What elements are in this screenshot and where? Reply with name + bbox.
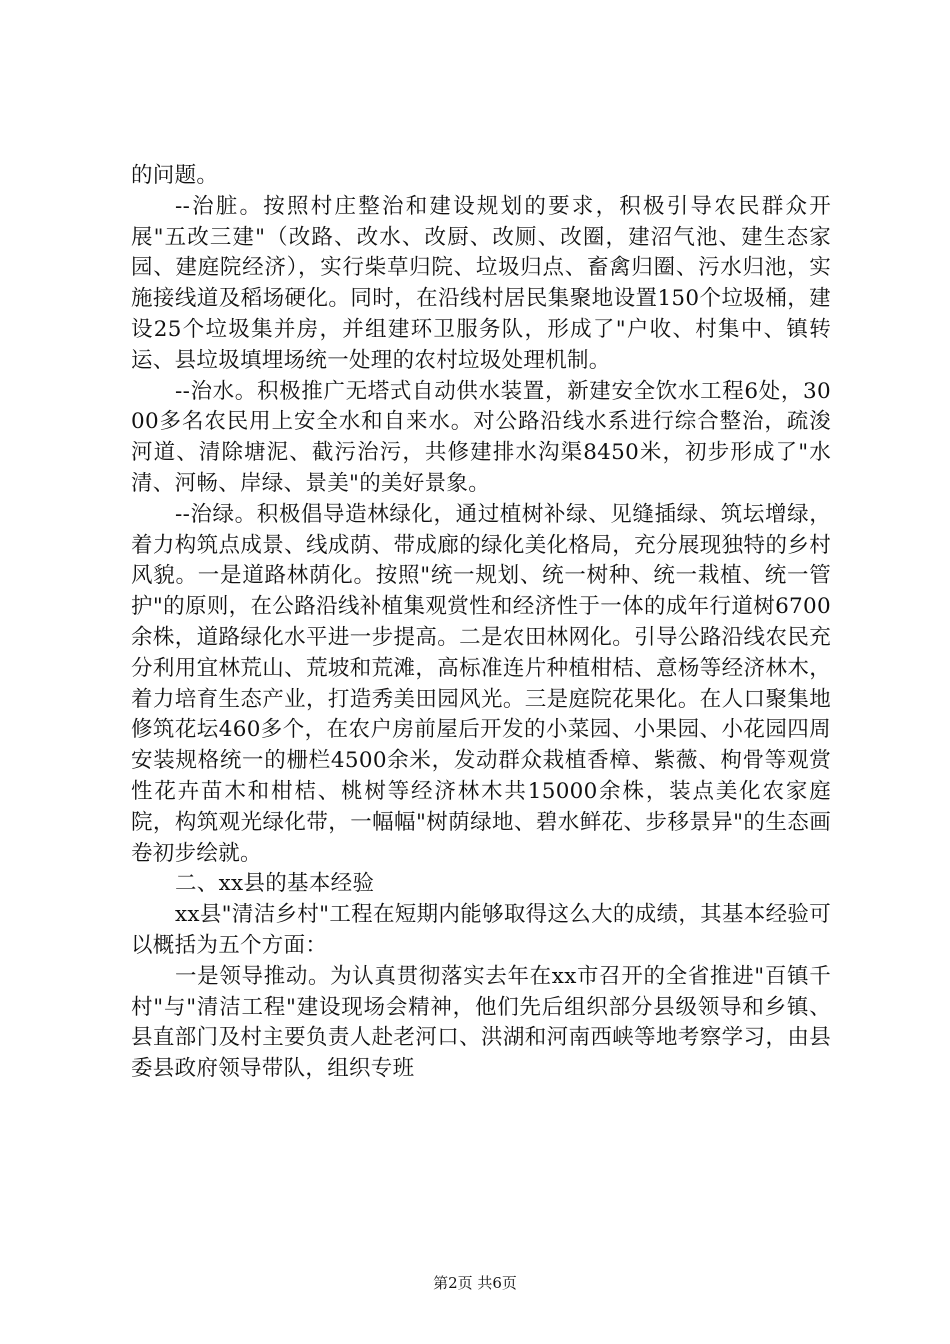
page-number-footer: 第2页 共6页 <box>433 1274 517 1292</box>
document-body <box>131 161 831 1085</box>
paragraph-6: xx县"清洁乡村"工程在短期内能够取得这么大的成绩，其基本经验可以概括为五个方面： <box>131 902 831 958</box>
section-heading: 二、xx县的基本经验 <box>175 871 375 897</box>
paragraph-7: 一是领导推动。为认真贯彻落实去年在xx市召开的全省推进"百镇千村"与"清洁工程"建设现场会精神，他们先后组织部分县级领导和乡镇、县直部门及村主要负责人赴老河口、洪湖和河南西峡等地考察学习，由县委县政府领导带队，组织专班 <box>131 963 831 1082</box>
paragraph-2: --治脏。按照村庄整治和建设规划的要求，积极引导农民群众开展"五改三建"（改路、改水、改厨、改厕、改圈，建沼气池、建生态家园、建庭院经济），实行柴草归院、垃圾归点、畜禽归圈、污水归池，实施接线道及稻场硬化。同时，在沿线村居民集聚地设置150个垃圾桶，建设25个垃圾集并房，并组建环卫服务队，形成了"户收、村集中、镇转运、县垃圾填埋场统一处理的农村垃圾处理机制。 <box>131 193 831 373</box>
paragraph-1: 的问题。 <box>131 163 219 188</box>
paragraph-3: --治水。积极推广无塔式自动供水装置，新建安全饮水工程6处，3000多名农民用上安全水和自来水。对公路沿线水系进行综合整治，疏浚河道、清除塘泥、截污治污，共修建排水沟渠8450米，初步形成了"水清、河畅、岸绿、景美"的美好景象。 <box>131 378 831 496</box>
paragraph-4: --治绿。积极倡导造林绿化，通过植树补绿、见缝插绿、筑坛增绿，着力构筑点成景、线成荫、带成廊的绿化美化格局，充分展现独特的乡村风貌。一是道路林荫化。按照"统一规划、统一树种、统一栽植、统一管护"的原则，在公路沿线补植集观赏性和经济性于一体的成年行道树6700余株，道路绿化水平进一步提高。二是农田林网化。引导公路沿线农民充分利用宜林荒山、荒坡和荒滩，高标准连片种植柑桔、意杨等经济林木，着力培育生态产业，打造秀美田园风光。三是庭院花果化。在人口聚集地修筑花坛460多个，在农户房前屋后开发的小菜园、小果园、小花园四周安装规格统一的栅栏4500余米，发动群众栽植香樟、紫薇、枸骨等观赏性花卉苗木和柑桔、桃树等经济林木共15000余株，装点美化农家庭院，构筑观光绿化带，一幅幅"树荫绿地、碧水鲜花、步移景异"的生态画卷初步绘就。 <box>131 501 831 866</box>
